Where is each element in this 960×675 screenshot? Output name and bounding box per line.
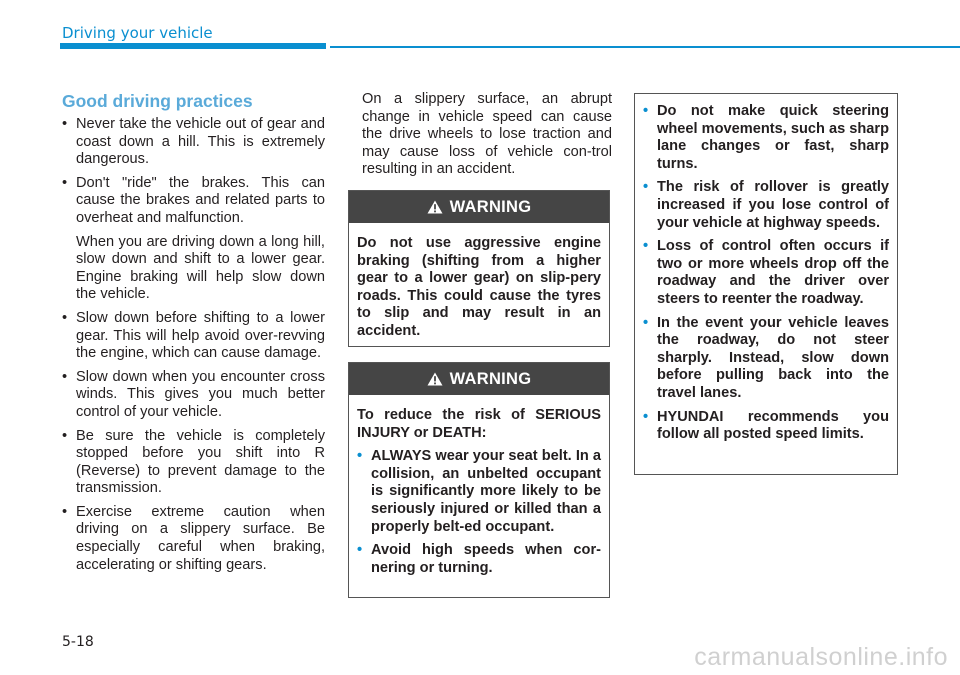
header-rule xyxy=(330,46,960,48)
bullet-icon: • xyxy=(643,103,649,119)
list-item-text: Never take the vehicle out of gear and coast down a hill. This is extremely dangerous. xyxy=(76,116,325,168)
list-item-text: When you are driving down a long hill, slow down and shift to a lower gear. Engine braking will help slow down the vehicle. xyxy=(76,233,325,303)
list-item-text: Avoid high speeds when cor-nering or turning. xyxy=(371,542,601,576)
bullet-icon: • xyxy=(643,179,649,196)
bullet-icon: • xyxy=(62,309,68,326)
warning-body xyxy=(349,223,609,351)
list-item-text: HYUNDAI recommends you follow all posted speed limits. xyxy=(657,408,889,443)
list-item-text: Do not make quick steering wheel movements, such as sharp lane changes or fast, sharp turns. xyxy=(657,103,889,172)
list-item-text: Exercise extreme caution when driving on a slippery surface. Be especially careful when braking, accelerating or shifting gears. xyxy=(76,503,325,573)
slippery-surface-note: On a slippery surface, an abrupt change in vehicle speed can cause the drive wheels to lose traction and may cause loss of vehicle con-trol resulting in an accident. xyxy=(362,91,612,178)
warning-list xyxy=(357,448,601,577)
list-item xyxy=(643,409,889,444)
bullet-icon: • xyxy=(62,427,68,444)
list-item xyxy=(357,448,601,536)
watermark: carmanualsonline.info xyxy=(694,643,948,671)
page-heading: Good driving practices xyxy=(62,91,253,111)
warning-body xyxy=(349,395,609,593)
list-item-text: The risk of rollover is greatly increased if you lose control of your vehicle at highway speeds. xyxy=(657,179,889,231)
list-item xyxy=(62,504,325,574)
warning-triangle-icon xyxy=(427,372,443,386)
warning-triangle-icon xyxy=(427,200,443,214)
bullet-icon: • xyxy=(643,238,649,255)
warning-label: WARNING xyxy=(449,197,532,216)
warning-label: WARNING xyxy=(449,369,532,388)
bullet-icon: • xyxy=(357,448,363,465)
practices-list xyxy=(62,116,325,574)
warning-text: Do not use aggressive engine braking (shifting from a higher gear to a lower gear) on slip-pery roads. This could cause the tyres to slip and may result in an accident. xyxy=(357,235,601,339)
bullet-icon: • xyxy=(62,116,68,132)
warning-box-rollover xyxy=(634,93,898,475)
practices-column xyxy=(62,116,325,580)
list-item xyxy=(643,103,889,173)
list-item-text: ALWAYS wear your seat belt. In a collision, an unbelted occupant is significantly more likely to be seriously injured or killed than a properly belt-ed occupant. xyxy=(371,448,601,535)
list-item xyxy=(62,369,325,422)
bullet-icon: • xyxy=(643,314,649,331)
bullet-icon: • xyxy=(643,408,649,425)
list-item xyxy=(357,542,601,577)
bullet-icon: • xyxy=(62,503,68,520)
page-number: 5-18 xyxy=(62,634,94,650)
warning-header xyxy=(349,363,609,395)
list-item-text: In the event your vehicle leaves the roadway, do not steer sharply. Instead, slow down before pulling back into the travel lanes. xyxy=(657,314,889,401)
list-item-text: Slow down before shifting to a lower gear. This will help avoid over-revving the engine, which can cause damage. xyxy=(76,309,325,362)
list-item xyxy=(62,116,325,169)
list-item-text: Loss of control often occurs if two or more wheels drop off the roadway and the driver over steers to reenter the roadway. xyxy=(657,238,889,307)
section-title: Driving your vehicle xyxy=(62,24,213,42)
list-item xyxy=(62,175,325,304)
list-item xyxy=(643,238,889,308)
list-item-text: Slow down when you encounter cross winds. This gives you much better control of your vehicle. xyxy=(76,368,325,420)
list-item xyxy=(62,310,325,363)
warning-intro: To reduce the risk of SERIOUS INJURY or DEATH: xyxy=(357,407,601,441)
warning-box-engine-braking xyxy=(348,190,610,347)
header-accent-bar xyxy=(60,43,326,49)
bullet-icon: • xyxy=(357,542,363,559)
warning-box-seat-belt xyxy=(348,362,610,598)
list-item-text: Don't "ride" the brakes. This can cause the brakes and related parts to overheat and malfunction. xyxy=(76,174,325,226)
list-item-text: Be sure the vehicle is completely stopped before you shift into R (Reverse) to prevent damage to the transmission. xyxy=(76,427,325,497)
list-item xyxy=(62,428,325,498)
warning-body xyxy=(635,94,897,460)
bullet-icon: • xyxy=(62,174,68,191)
bullet-icon: • xyxy=(62,368,68,385)
warning-list xyxy=(643,103,889,444)
warning-header xyxy=(349,191,609,223)
list-item xyxy=(643,315,889,403)
list-item xyxy=(643,179,889,232)
